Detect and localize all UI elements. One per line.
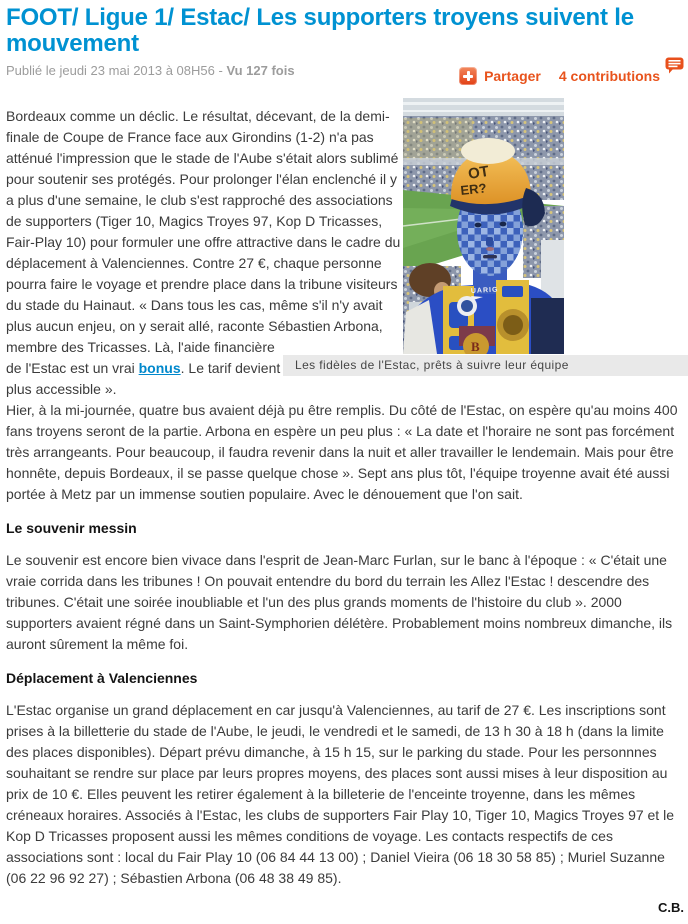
paragraph-souvenir: Le souvenir est encore bien vivace dans l'esprit de Jean-Marc Furlan, sur le banc à l'époque : « C'était une vraie corrida dans les tribunes ! On pouvait entendre du bord du terrain les Allez l'Estac ! descendre des tribunes. C'était une soirée inoubliable et l'un des plus grands moments de l'histoire du club ». 2000 supporters avaient régné dans un Saint-Symphorien délétère. Probablement moins nombreux dimanche, ils auront sûrement la même foi. (6, 552, 673, 652)
published-date (6, 63, 295, 78)
heading-deplacement-valenciennes: Déplacement à Valenciennes (6, 670, 198, 686)
photo-caption: Les fidèles de l'Estac, prêts à suivre leur équipe (295, 358, 569, 372)
share-button[interactable] (459, 67, 541, 85)
share-plus-icon (459, 67, 477, 85)
hat-text-top: OT (466, 162, 491, 183)
heading-souvenir-messin: Le souvenir messin (6, 520, 137, 536)
comment-bubble-icon (665, 57, 684, 74)
contributions-label: 4 contributions (558, 67, 660, 84)
fan-photo (403, 98, 564, 354)
share-row (459, 67, 684, 85)
page-title: FOOT/ Ligue 1/ Estac/ Les supporters troyens suivent le mouvement (6, 4, 634, 57)
views-count: Vu 127 fois (226, 63, 295, 78)
author-signature: C.B. (658, 900, 684, 915)
hat-text-bottom: ER? (459, 180, 488, 198)
article-body (6, 98, 688, 918)
para1-text-before-link: Bordeaux comme un déclic. Le résultat, décevant, de la demi-finale de Coupe de France face aux Girondins (1-2) n'a pas atténué l'impression que le stade de l'Aube s'était alors sublimé pour soutenir ses protégés. Pour prolonger l'élan enclenché il y a plus d'une semaine, le club s'est rapproché des associations de supporters (Tiger 10, Magics Troyes 97, Kop D Tricasses, Fair-Play 10) pour formuler une offre attractive dans le cadre du déplacement à Valenciennes. Contre 27 €, chaque personne pourra faire le voyage et prendre place dans la tribune visiteurs du stade du Hainaut. « Dans tous les cas, même s'il n'y avait plus aucun enjeu, on y serait allé, raconte Sébastien Arbona, membre des Tricasses. Là, l'aide financière de l'Estac est un vrai (6, 108, 401, 376)
para1-text-after-link: . Le tarif devient plus accessible ». (6, 360, 281, 397)
published-date-text: Publié le jeudi 23 mai 2013 à 08H56 - (6, 63, 227, 78)
paragraph-deplacement: L'Estac organise un grand déplacement en car jusqu'à Valenciennes, au tarif de 27 €. Les inscriptions sont prises à la billetterie du stade de l'Aube, le jeudi, le vendredi et le samedi, de 13 h 30 à 18 h (dans la limite des places disponibles). Départ prévu dimanche, à 15 h 15, sur le parking du stade. Pour les personnnes souhaitant se rendre sur place par leurs propres moyens, des places sont aussi mises à leur disposition au prix de 10 €. Elles peuvent les retirer également à la billeterie de l'enceinte troyenne, dans les mêmes créneaux horaires. Associés à l'Estac, les clubs de supporters Fair Play 10, Tiger 10, Magics Troyes 97 et le Kop D Tricasses proposent aussi les mêmes conditions de voyage. Les contacts respectifs de ces associations sont : local du Fair Play 10 (06 84 44 13 00) ; Daniel Vieira (06 18 30 58 85) ; Muriel Suzanne (06 22 96 92 27) ; Sébastien Arbona (06 48 38 49 85). (6, 702, 674, 886)
para1-second-block: Hier, à la mi-journée, quatre bus avaient déjà pu être remplis. Du côté de l'Estac, on espère qu'au moins 400 fans troyens seront de la partie. Arbona en espère un peu plus : « La date et l'horaire ne sont pas forcément très arrangeants. Pour beaucoup, il faudra revenir dans la nuit et aller travailler le lendemain. Mais pour être honnête, depuis Bordeaux, il se passe quelque chose ». Sept ans plus tôt, l'équipe troyenne avait été aussi portée à Metz par un immense soutien populaire. Avec le dénouement que l'on sait. (6, 402, 678, 502)
photo-caption-bar (283, 355, 688, 376)
meta-row (6, 60, 688, 92)
jersey-brand-text: UARIG (470, 286, 499, 295)
contributions-link[interactable] (559, 68, 684, 85)
share-label: Partager (484, 68, 541, 84)
article-photo-block (403, 98, 688, 355)
bonus-link[interactable]: bonus (138, 360, 181, 376)
badge-letter: B (471, 339, 480, 354)
